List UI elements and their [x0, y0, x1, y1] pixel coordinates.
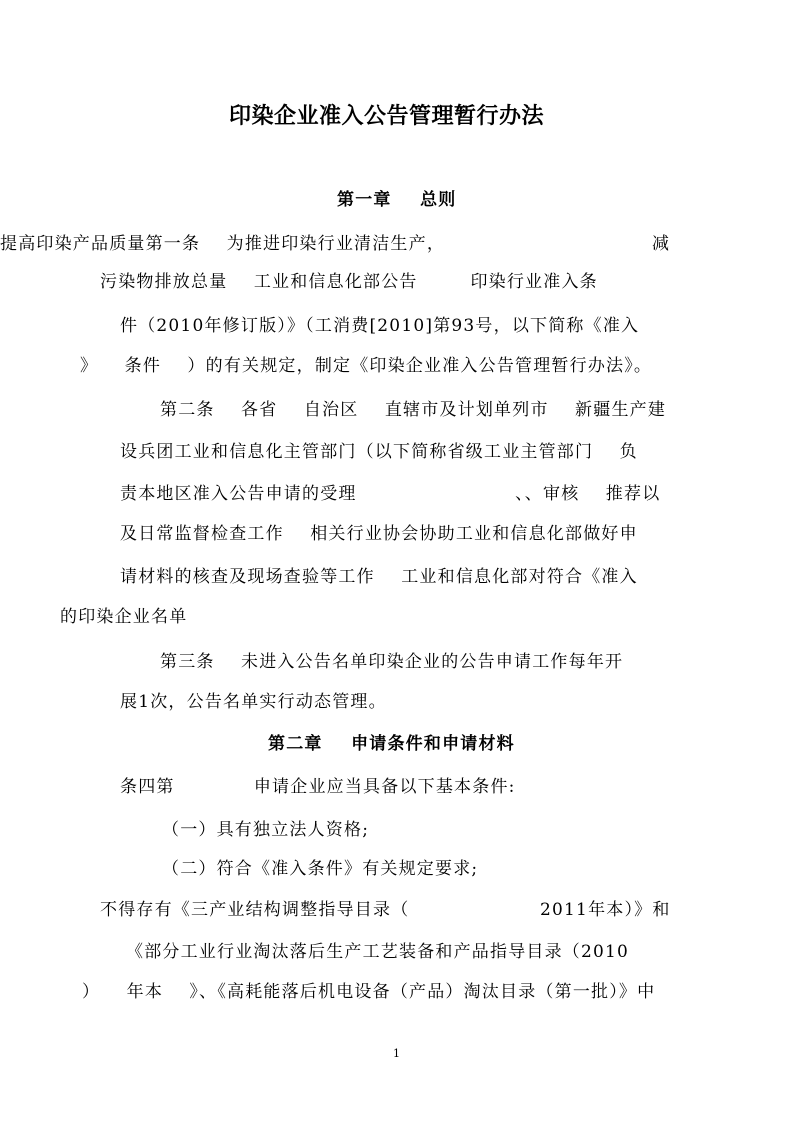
paragraph-line: 请材料的核查及现场查验等工作 工业和信息化部对符合《准入 — [120, 567, 638, 587]
paragraph-line: 第三条 未进入公告名单印染企业的公告申请工作每年开 — [160, 652, 624, 672]
page-number: 1 — [393, 1047, 400, 1060]
paragraph-line: 污染物排放总量 工业和信息化部公告 印染行业准入条 — [100, 272, 598, 292]
chapter-heading-1: 第一章 总则 — [337, 190, 457, 210]
paragraph-line: 《部分工业行业淘汰落后生产工艺装备和产品指导目录（2010 — [126, 942, 630, 962]
document-title: 印染企业准入公告管理暂行办法 — [229, 103, 545, 129]
paragraph-line: 2011年本）》和 — [540, 900, 671, 920]
paragraph-line: 提高印染产品质量第一条 为推进印染行业清洁生产， — [0, 234, 446, 254]
paragraph-line: 设兵团工业和信息化主管部门（以下简称省级工业主管部门 负 — [120, 442, 638, 462]
paragraph-line: 及日常监督检查工作 相关行业协会协助工业和信息化部做好申 — [120, 524, 638, 544]
paragraph-line: （一）具有独立法人资格; — [162, 820, 370, 840]
paragraph-line: 件（2010年修订版）》（工消费[2010]第93号，以下简称《准入 — [120, 316, 640, 336]
paragraph-line: 展1次，公告名单实行动态管理。 — [120, 692, 387, 712]
paragraph-line: 条四第 申请企业应当具备以下基本条件: — [120, 777, 516, 797]
chapter-heading-2: 第二章 申请条件和申请材料 — [268, 734, 515, 754]
paragraph-line: （二）符合《准入条件》有关规定要求; — [162, 859, 479, 879]
paragraph-line: 责本地区准入公告申请的受理 、、审核 推荐以 — [120, 484, 661, 504]
paragraph-line: 》 条件 ）的有关规定，制定《印染企业准入公告管理暂行办法》。 — [80, 356, 653, 376]
paragraph-line: 不得存有《三产业结构调整指导目录（ — [100, 900, 410, 920]
paragraph-line: 减 — [652, 234, 671, 254]
paragraph-line: 第二条 各省 自治区 直辖市及计划单列市 新疆生产建 — [160, 400, 667, 420]
paragraph-line: ） 年本 》、《高耗能落后机电设备（产品）淘汰目录（第一批）》中 — [82, 982, 656, 1002]
paragraph-line: 的印染企业名单 — [60, 607, 188, 627]
